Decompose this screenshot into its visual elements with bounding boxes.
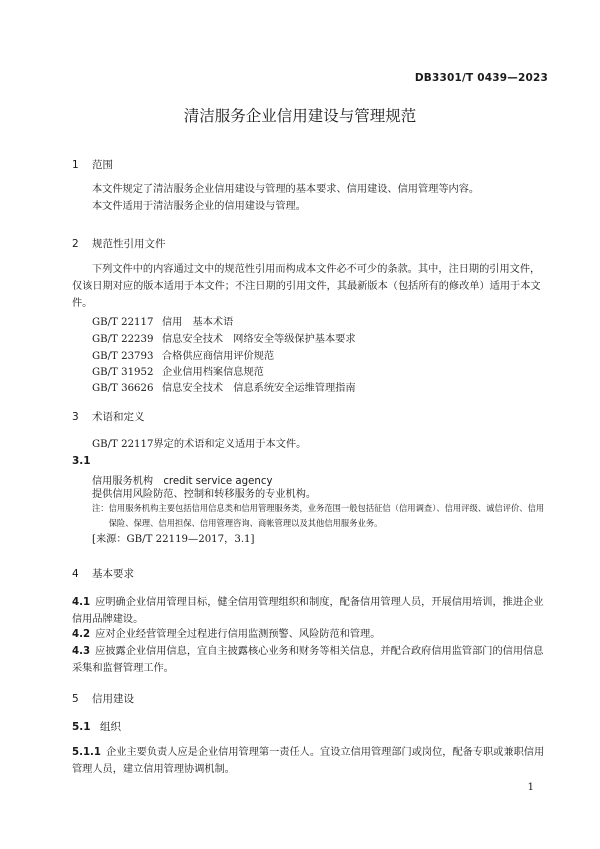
section-3-intro: GB/T 22117界定的术语和定义适用于本文件。 <box>92 439 307 450</box>
reference-item <box>92 330 356 345</box>
reference-title: 信息安全技术 网络安全等级保护基本要求 <box>162 334 356 345</box>
section-1-heading <box>72 157 113 172</box>
reference-item <box>92 379 356 394</box>
section-title: 范围 <box>92 159 113 171</box>
clause-4-2 <box>72 626 380 643</box>
reference-item <box>92 347 274 362</box>
reference-title: 信用 基本术语 <box>162 317 234 328</box>
reference-code: GB/T 22117 <box>92 317 154 328</box>
section-5-heading <box>72 691 134 706</box>
document-number: DB3301/T 0439—2023 <box>414 72 548 84</box>
clause-4-1 <box>72 594 548 628</box>
section-title: 基本要求 <box>92 568 134 580</box>
clause-text: 应对企业经营管理全过程进行信用监测预警、风险防范和管理。 <box>95 629 381 640</box>
reference-code: GB/T 36626 <box>92 383 154 394</box>
section-title: 规范性引用文件 <box>92 238 166 250</box>
clause-number: 5.1.1 <box>72 747 102 758</box>
term-source: [来源：GB/T 22119—2017，3.1] <box>92 534 255 545</box>
document-title: 清洁服务企业信用建设与管理规范 <box>183 107 417 125</box>
section-4-heading <box>72 566 134 581</box>
clause-4-3 <box>72 643 548 677</box>
clause-text: 应披露企业信用信息，宜自主披露核心业务和财务等相关信息，并配合政府信用监管部门的信用信息采集和监督管理工作。 <box>72 646 544 674</box>
section-1-paragraph: 本文件适用于清洁服务企业的信用建设与管理。 <box>92 201 306 212</box>
section-3-heading <box>72 409 145 424</box>
subsection-number: 5.1 <box>72 721 91 733</box>
section-number: 4 <box>72 568 79 580</box>
subsection-5-1-heading <box>72 719 121 734</box>
subsection-title: 组织 <box>100 721 121 733</box>
clause-text: 企业主要负责人应是企业信用管理第一责任人。宜设立信用管理部门或岗位，配备专职或兼职信用管理人员，建立信用管理协调机制。 <box>72 747 545 775</box>
section-title: 术语和定义 <box>92 411 145 423</box>
section-title: 信用建设 <box>92 693 134 705</box>
reference-item <box>92 313 233 328</box>
term-name-en: credit service agency <box>163 476 273 487</box>
reference-title: 信息安全技术 信息系统安全运维管理指南 <box>162 383 356 394</box>
clause-text: 应明确企业信用管理目标，健全信用管理组织和制度，配备信用管理人员，开展信用培训，推进企业信用品牌建设。 <box>72 597 544 625</box>
section-2-heading <box>72 236 166 251</box>
reference-code: GB/T 23793 <box>92 351 154 362</box>
section-number: 3 <box>72 411 79 423</box>
reference-item <box>92 363 264 378</box>
clause-5-1-1 <box>72 744 548 778</box>
section-number: 5 <box>72 693 79 705</box>
section-1-paragraph: 本文件规定了清洁服务企业信用建设与管理的基本要求、信用建设、信用管理等内容。 <box>92 184 480 195</box>
section-number: 2 <box>72 238 79 250</box>
note-text: 信用服务机构主要包括信用信息类和信用管理服务类，业务范围一般包括征信（信用调查）、信用评级、诚信评价、信用保险、保理、信用担保、信用管理咨询、商帐管理以及其他信用服务业务。 <box>108 503 545 528</box>
term-name <box>92 472 272 487</box>
note-label: 注： <box>92 503 109 513</box>
clause-number: 4.1 <box>72 597 91 608</box>
clause-number: 4.2 <box>72 629 91 640</box>
section-number: 1 <box>72 159 79 171</box>
reference-title: 合格供应商信用评价规范 <box>162 351 275 362</box>
reference-title: 企业信用档案信息规范 <box>162 367 264 378</box>
term-number: 3.1 <box>72 455 91 467</box>
reference-code: GB/T 22239 <box>92 334 154 345</box>
clause-number: 4.3 <box>72 646 91 657</box>
term-name-zh: 信用服务机构 <box>92 476 154 487</box>
reference-code: GB/T 31952 <box>92 367 154 378</box>
term-definition: 提供信用风险防范、控制和转移服务的专业机构。 <box>92 489 317 500</box>
section-2-intro: 下列文件中的内容通过文中的规范性引用而构成本文件必不可少的条款。其中，注日期的引用文件，仅该日期对应的版本适用于本文件；不注日期的引用文件，其最新版本（包括所有的修改单）适用于本文件。 <box>72 264 541 309</box>
term-note <box>92 501 548 531</box>
page-number: 1 <box>527 782 534 793</box>
